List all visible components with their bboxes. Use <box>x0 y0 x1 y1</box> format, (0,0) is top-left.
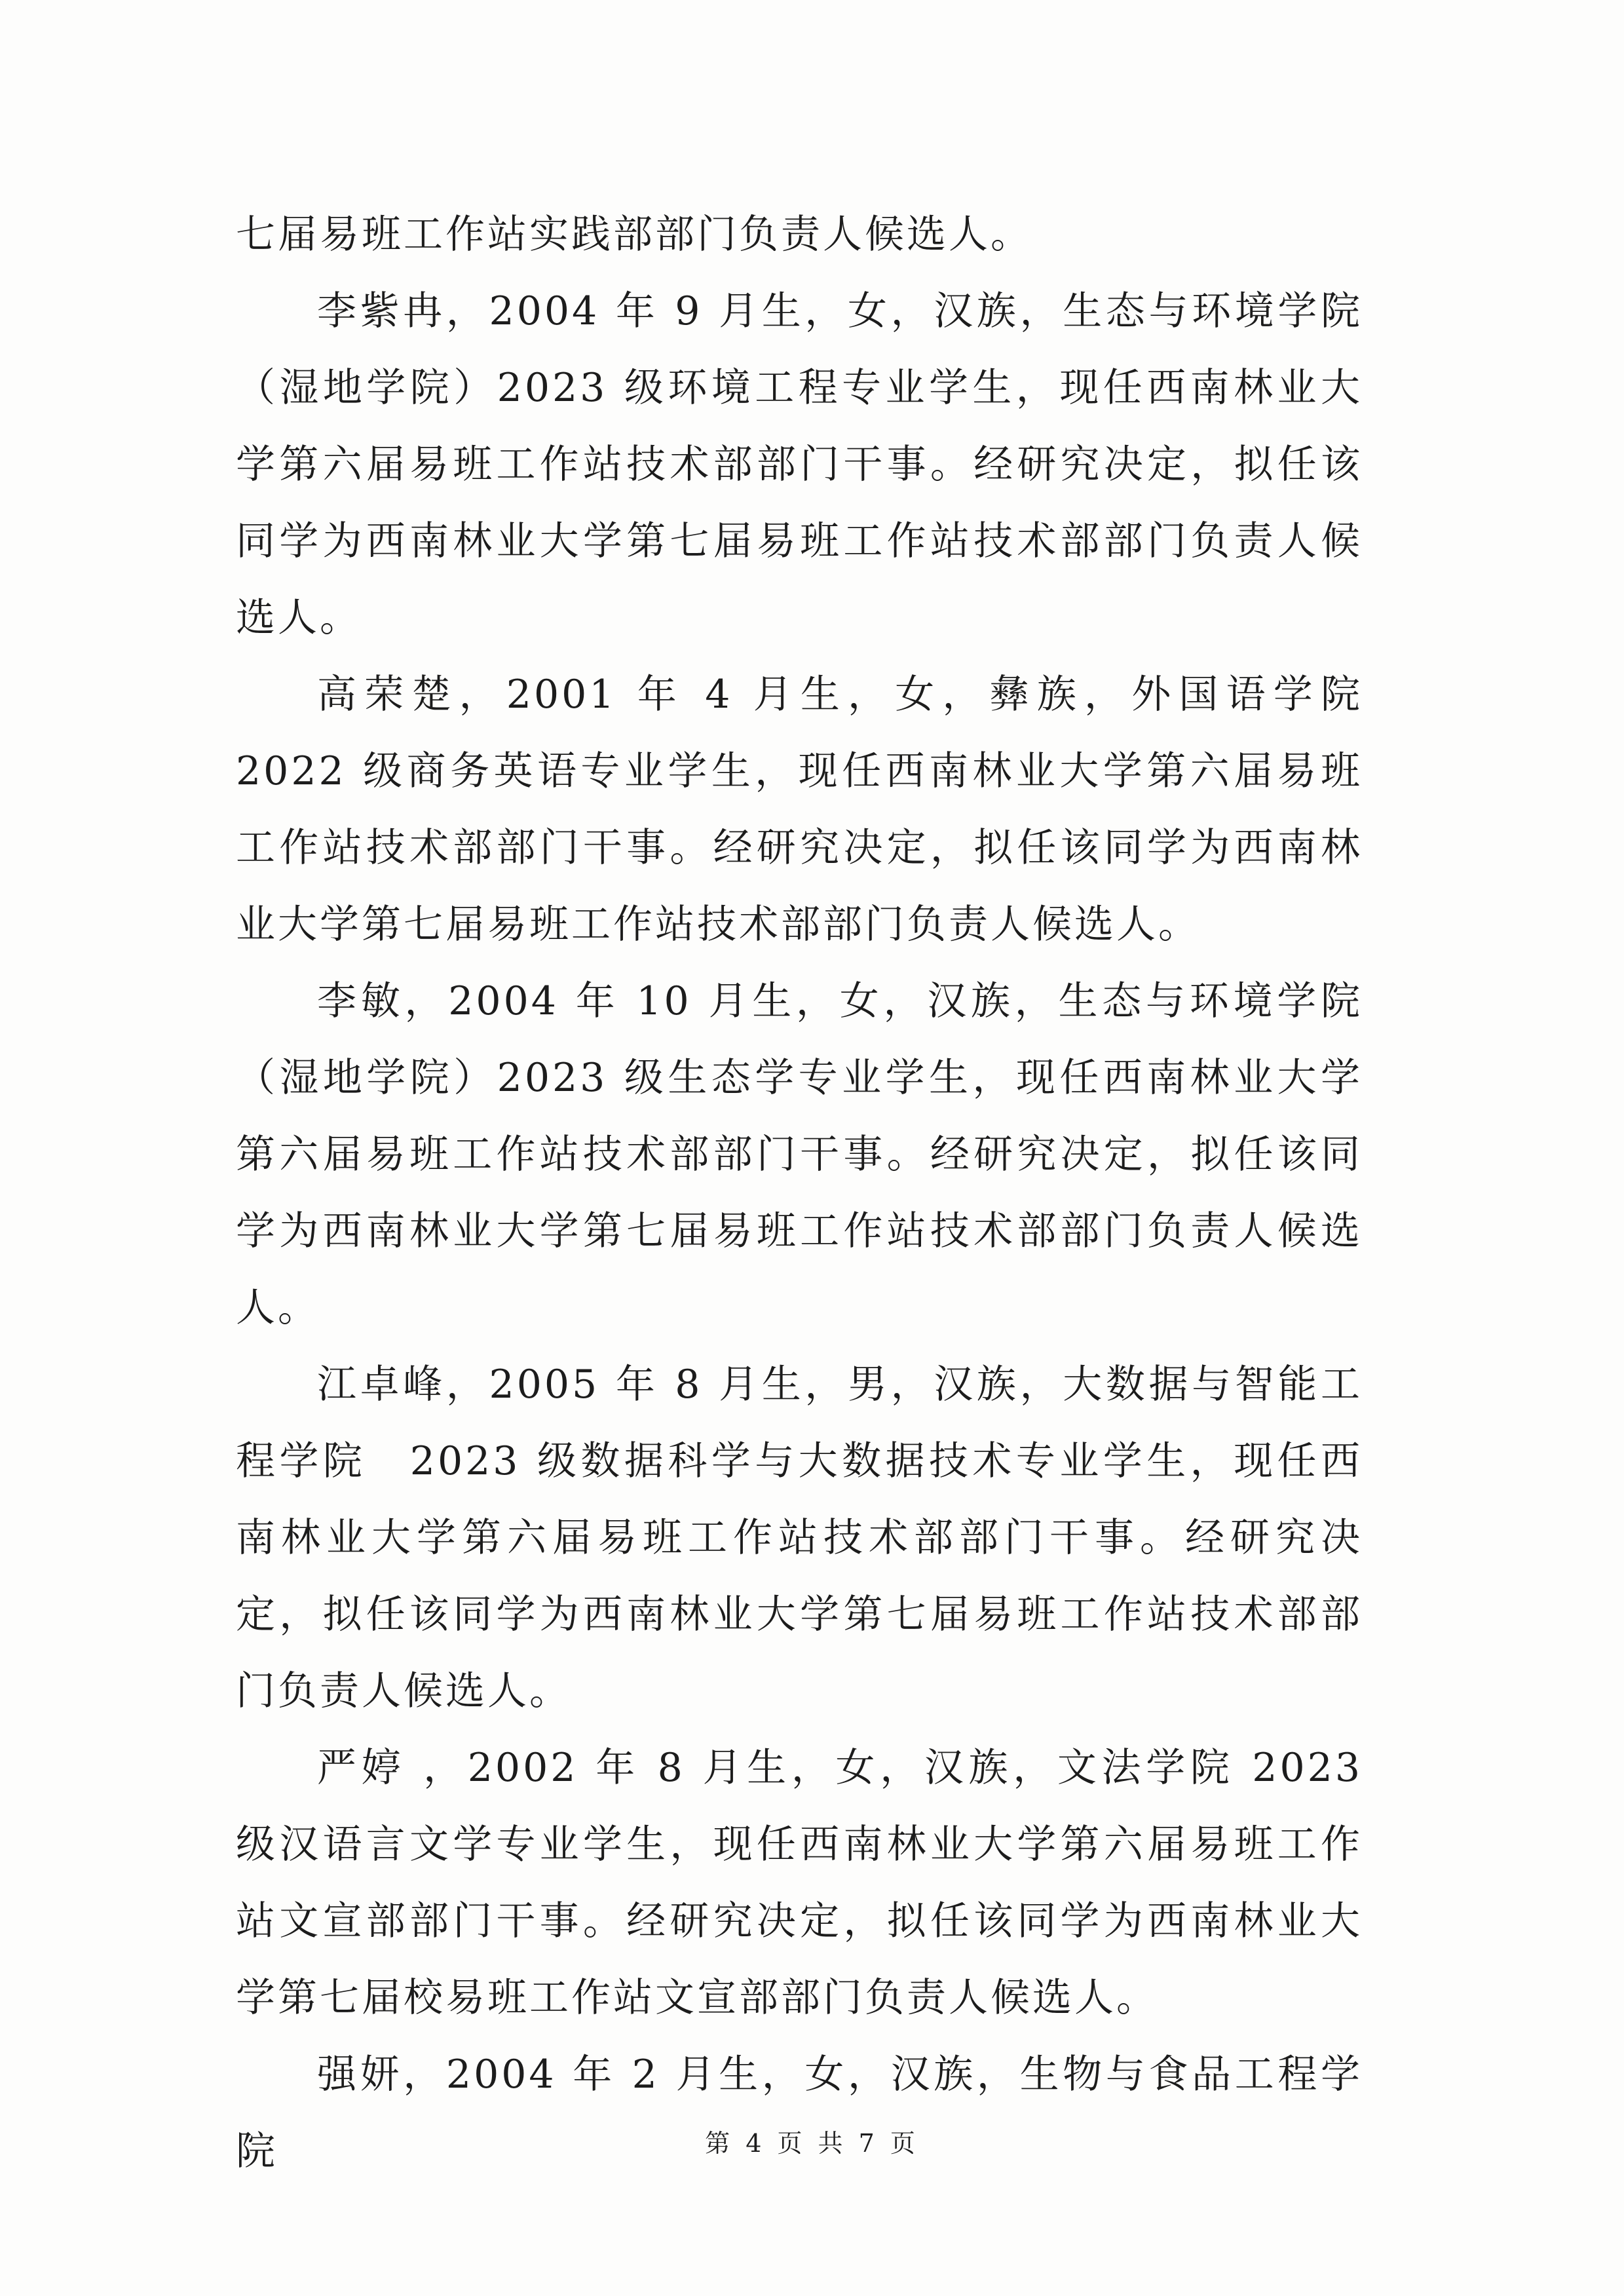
paragraph-gao-rongchu: 高荣楚，2001 年 4 月生，女，彝族，外国语学院 2022 级商务英语专业学生，现任西南林业大学第六届易班工作站技术部部门干事。经研究决定，拟任该同学为西南林业大学第七届易班工作站技术部部门负责人候选人。 <box>236 672 1363 947</box>
paragraph-li-min: 李敏，2004 年 10 月生，女，汉族，生态与环境学院（湿地学院）2023 级生态学专业学生，现任西南林业大学第六届易班工作站技术部部门干事。经研究决定，拟任该同学为西南林业大学第七届易班工作站技术部部门负责人候选人。 <box>236 978 1363 1331</box>
paragraph-li-ziran: 李紫冉，2004 年 9 月生，女，汉族，生态与环境学院（湿地学院）2023 级环境工程专业学生，现任西南林业大学第六届易班工作站技术部部门干事。经研究决定，拟任该同学为西南林业大学第七届易班工作站技术部部门负责人候选人。 <box>236 288 1363 641</box>
page-number-footer: 第 4 页 共 7 页 <box>705 2129 919 2158</box>
paragraph-yan-ting: 严婷 ，2002 年 8 月生，女，汉族，文法学院 2023 级汉语言文学专业学生，现任西南林业大学第六届易班工作站文宣部部门干事。经研究决定，拟任该同学为西南林业大学第七届校易班工作站文宣部部门负责人候选人。 <box>236 1745 1363 2021</box>
paragraph-jiang-zhuofeng: 江卓峰，2005 年 8 月生，男，汉族，大数据与智能工程学院 2023 级数据科学与大数据技术专业学生，现任西南林业大学第六届易班工作站技术部部门干事。经研究决定，拟任该同学为西南林业大学第七届易班工作站技术部部门负责人候选人。 <box>236 1362 1363 1714</box>
document-body <box>236 197 1363 2190</box>
paragraph-continuation: 七届易班工作站实践部部门负责人候选人。 <box>236 212 1032 258</box>
paragraph-qiang-yan: 强妍，2004 年 2 月生，女，汉族，生物与食品工程学院 <box>236 2052 1363 2174</box>
